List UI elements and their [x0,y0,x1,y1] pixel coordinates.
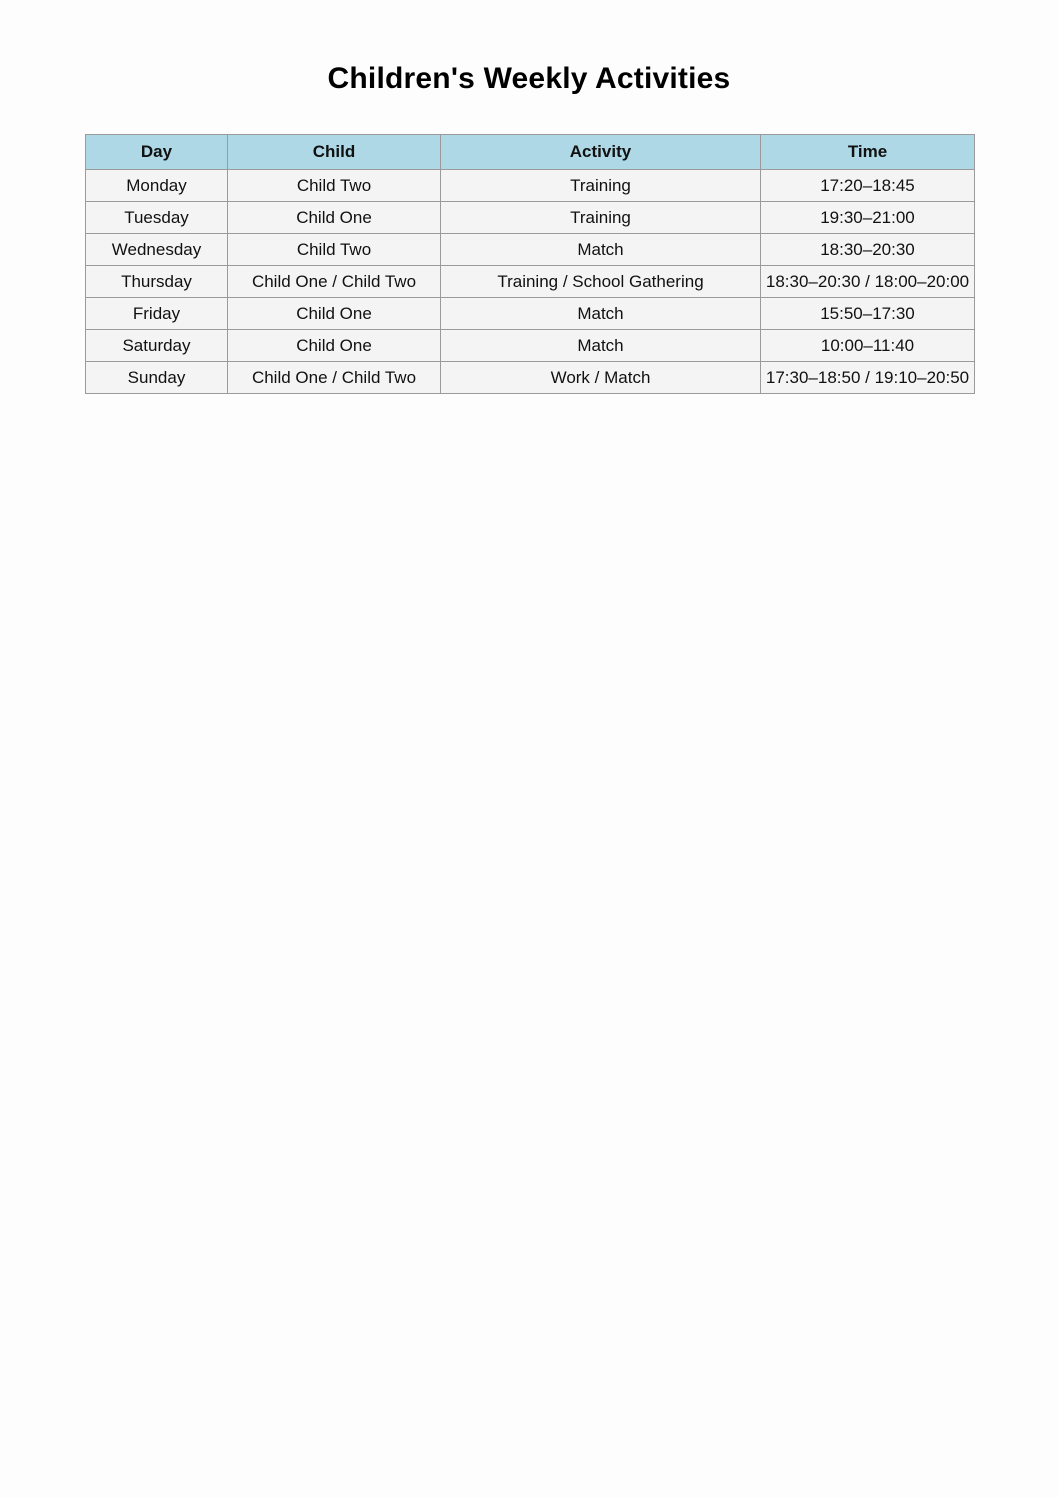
cell-activity: Training / School Gathering [441,266,761,298]
cell-time: 17:30–18:50 / 19:10–20:50 [761,362,975,394]
cell-activity: Work / Match [441,362,761,394]
column-header-child: Child [228,135,441,170]
cell-activity: Training [441,202,761,234]
cell-activity: Match [441,298,761,330]
cell-time: 15:50–17:30 [761,298,975,330]
cell-time: 19:30–21:00 [761,202,975,234]
cell-child: Child Two [228,234,441,266]
weekly-activities-table [85,134,975,394]
cell-child: Child One / Child Two [228,362,441,394]
page-title: Children's Weekly Activities [327,62,731,95]
cell-day: Saturday [86,330,228,362]
table-row [86,170,975,202]
cell-child: Child One [228,298,441,330]
cell-time: 18:30–20:30 [761,234,975,266]
cell-day: Tuesday [86,202,228,234]
cell-child: Child One / Child Two [228,266,441,298]
column-header-time: Time [761,135,975,170]
column-header-day: Day [86,135,228,170]
cell-activity: Match [441,234,761,266]
table-row [86,298,975,330]
cell-child: Child Two [228,170,441,202]
table-row [86,266,975,298]
table-row [86,362,975,394]
table-header-row [86,135,975,170]
cell-day: Friday [86,298,228,330]
table-row [86,330,975,362]
table-row [86,234,975,266]
column-header-activity: Activity [441,135,761,170]
table-row [86,202,975,234]
cell-child: Child One [228,330,441,362]
cell-child: Child One [228,202,441,234]
cell-day: Thursday [86,266,228,298]
cell-time: 18:30–20:30 / 18:00–20:00 [761,266,975,298]
cell-time: 17:20–18:45 [761,170,975,202]
cell-day: Wednesday [86,234,228,266]
cell-activity: Match [441,330,761,362]
cell-day: Sunday [86,362,228,394]
cell-day: Monday [86,170,228,202]
cell-activity: Training [441,170,761,202]
cell-time: 10:00–11:40 [761,330,975,362]
